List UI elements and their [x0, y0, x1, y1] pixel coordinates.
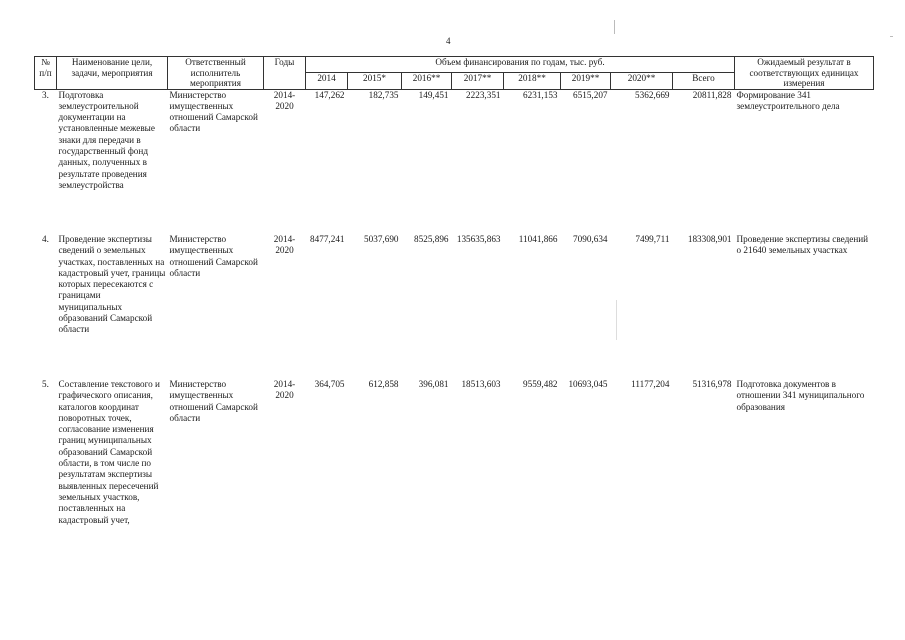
- table-row: [35, 234, 874, 379]
- col-year: 2020**: [611, 73, 673, 89]
- row-num: 5.: [42, 379, 49, 389]
- col-year: 2019**: [561, 73, 611, 89]
- row-total: 183308,901: [687, 234, 732, 244]
- row-years: 2014-2020: [273, 379, 296, 401]
- row-num: 3.: [42, 89, 49, 100]
- row-result: Подготовка документов в отношении 341 муниципального образования: [736, 379, 865, 412]
- col-year: 2017**: [452, 73, 504, 89]
- row-value: 6231,153: [523, 89, 558, 100]
- row-value: 135635,863: [456, 234, 501, 244]
- row-executor: Министерство имущественных отношений Самарской области: [169, 89, 258, 134]
- col-year: 2014: [306, 73, 348, 89]
- table-row: [35, 379, 874, 526]
- funding-table: [34, 56, 874, 526]
- row-value: 2223,351: [466, 89, 501, 100]
- scan-speck: [614, 20, 615, 34]
- row-value: 9559,482: [523, 379, 558, 389]
- row-value: 364,705: [314, 379, 345, 389]
- row-value: 7090,634: [573, 234, 608, 244]
- row-total: 20811,828: [692, 89, 732, 100]
- row-executor: Министерство имущественных отношений Самарской области: [169, 379, 258, 423]
- col-total: Всего: [673, 73, 735, 89]
- row-value: 396,081: [418, 379, 449, 389]
- row-value: 10693,045: [568, 379, 608, 389]
- row-value: 8477,241: [310, 234, 345, 244]
- row-value: 6515,207: [573, 89, 608, 100]
- row-result: Формирование 341 землеустроительного дела: [736, 89, 840, 111]
- row-name: Подготовка землеустроительной документации на установленные межевые знаки для передачи в государственный фонд данных, полученных в результате проведения землеустройства: [58, 89, 155, 190]
- col-funding: Объем финансирования по годам, тыс. руб.: [306, 57, 735, 73]
- scan-speck: [616, 300, 617, 340]
- row-value: 8525,896: [414, 234, 449, 244]
- row-years: 2014-2020: [273, 234, 296, 256]
- col-years: Годы: [264, 57, 306, 90]
- page-number: 4: [446, 36, 451, 46]
- row-executor: Министерство имущественных отношений Самарской области: [169, 234, 258, 278]
- row-value: 18513,603: [461, 379, 501, 389]
- row-value: 147,262: [314, 89, 345, 100]
- row-value: 612,858: [368, 379, 399, 389]
- row-total: 51316,978: [692, 379, 732, 389]
- col-year: 2016**: [402, 73, 452, 89]
- col-num: № п/п: [35, 57, 57, 90]
- row-value: 5037,690: [364, 234, 399, 244]
- col-executor: Ответственный исполнитель мероприятия: [168, 57, 264, 90]
- row-value: 7499,711: [635, 234, 670, 244]
- col-result: Ожидаемый результат в соответствующих единицах измерения: [735, 57, 874, 90]
- row-num: 4.: [42, 234, 49, 244]
- col-year: 2015*: [348, 73, 402, 89]
- row-value: 149,451: [418, 89, 449, 100]
- row-value: 182,735: [368, 89, 399, 100]
- scan-speck: [890, 36, 893, 37]
- col-year: 2018**: [504, 73, 561, 89]
- table-row: [35, 89, 874, 234]
- row-years: 2014-2020: [273, 89, 296, 111]
- col-name: Наименование цели, задачи, мероприятия: [57, 57, 168, 90]
- row-name: Составление текстового и графического описания, каталогов координат поворотных точек, согласование изменения границ муниципальных образований Самарской области, в том числе по результатам экспертизы выявленных пересечений земельных участков, поставленных на кадастровый учет,: [58, 379, 160, 525]
- row-value: 11177,204: [631, 379, 670, 389]
- row-result: Проведение экспертизы сведений о 21640 земельных участках: [736, 234, 869, 256]
- row-value: 5362,669: [635, 89, 670, 100]
- header-row: [35, 57, 874, 73]
- row-value: 11041,866: [518, 234, 558, 244]
- row-name: Проведение экспертизы сведений о земельных участках, поставленных на кадастровый учет, границы которых пересекаются с границами муниципальных образований Самарской области: [58, 234, 166, 335]
